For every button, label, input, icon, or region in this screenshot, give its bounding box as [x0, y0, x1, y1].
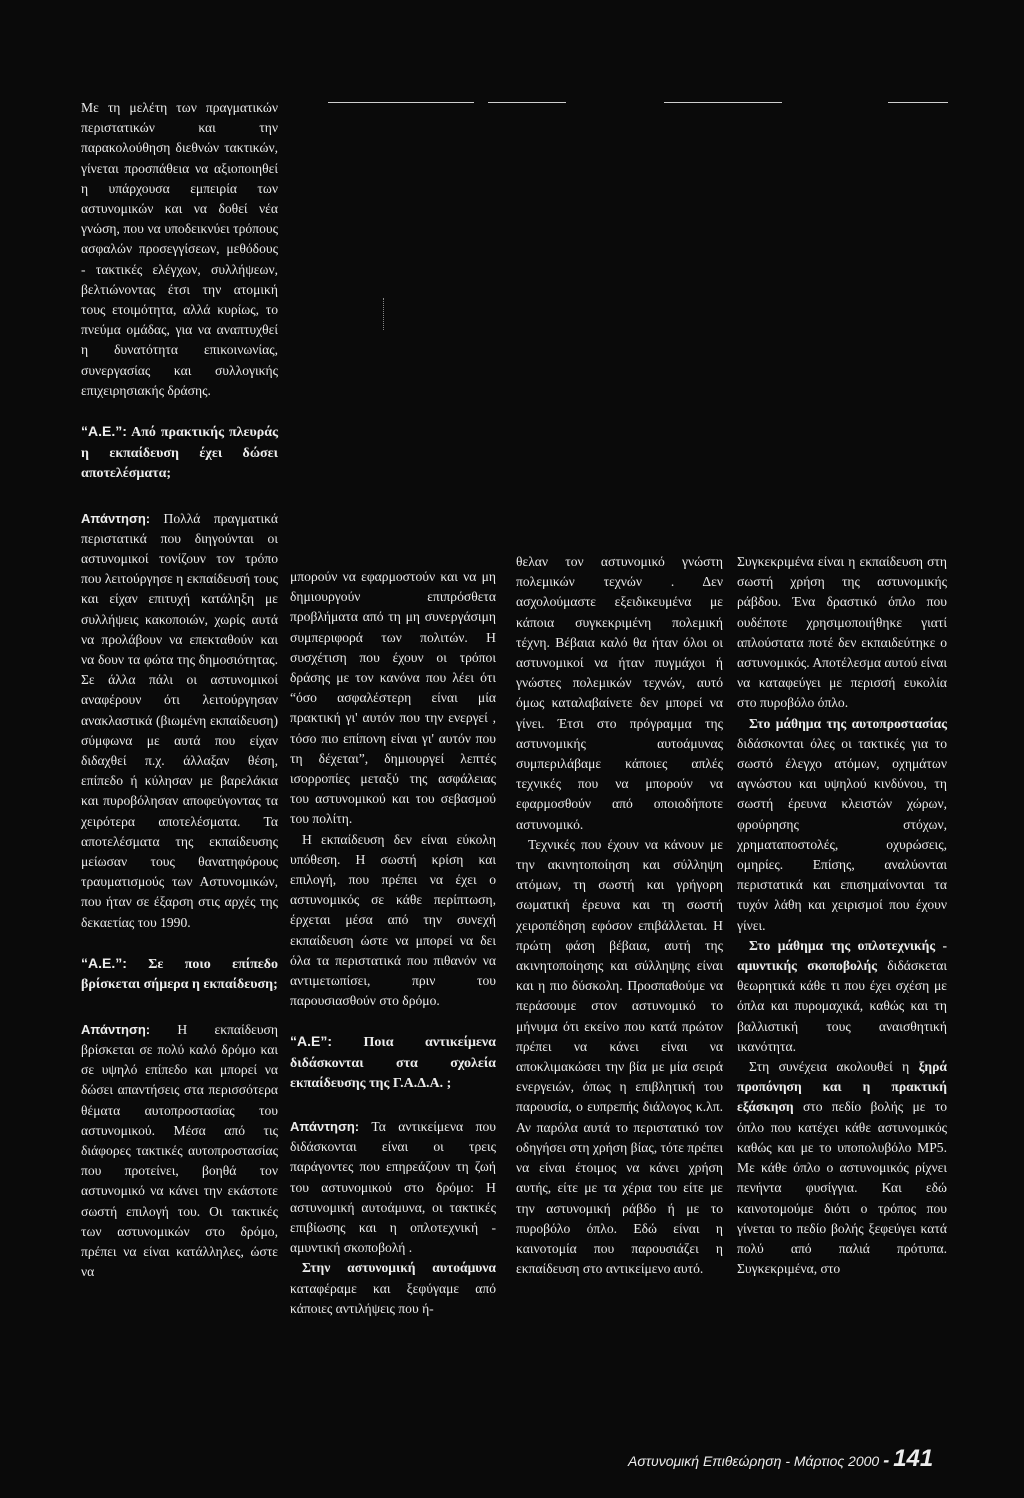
question-text: Από πρακτικής πλευράς η εκπαίδευση έχει δώσει αποτελέσματα;	[81, 425, 278, 482]
question-prefix: “Α.Ε.”:	[81, 954, 127, 971]
top-rule-3	[664, 102, 782, 103]
bold-lead: Στο μάθημα της οπλοτεχνικής - αμυντικής σκοποβολής	[737, 937, 947, 974]
answer-3	[290, 1117, 496, 1258]
question-text: Ποια αντικείμενα διδάσκονται στα σχολεία εκπαίδευσης της Γ.Α.Δ.Α. ;	[290, 1035, 496, 1092]
publication-name: Αστυνομική Επιθεώρηση - Μάρτιος 2000	[628, 1453, 880, 1469]
answer-text: Τα αντικείμενα που διδάσκονται είναι οι τρεις παράγοντες που επηρεάζουν τη ζωή του αστυνομικού στο δρόμο: Η αστυνομική αυτοάμυνα, οι τακτικές επιβίωσης και η οπλοτεχνική - αμυντική σκοποβολή .	[290, 1118, 496, 1256]
page-number: 141	[893, 1445, 934, 1472]
question-3	[290, 1031, 496, 1095]
answer-label: Απάντηση:	[290, 1118, 360, 1134]
column-4	[737, 552, 947, 1279]
paragraph: Στην αστυνομική αυτοάμυνα καταφέραμε και ξεφύγαμε από κάποιες αντιλήψεις που ή-	[290, 1260, 496, 1316]
column-2	[290, 567, 496, 1319]
paragraph: Στο μάθημα της οπλοτεχνικής - αμυντικής σκοποβολής διδάσκεται θεωρητικά κάθε τι που έχει σχέση με όπλα και πυρομαχικά, καθώς και τη βαλλιστική τους αναισθητική ικανότητα.	[737, 937, 947, 1054]
footer-separator: -	[883, 1450, 890, 1470]
paragraph: Τεχνικές που έχουν να κάνουν με την ακινητοποίηση και σύλληψη ατόμων, τη σωστή και γρήγορη σωματική έρευνα και τη σωστή χειροπέδηση εφόσον επιβάλλεται. Η πρώτη φάση βέβαια, αυτή της ακινητοποίησης και σύλληψης είναι και η πιο δύσκολη. Προσπαθούμε να περάσουμε στον αστυνομικό το μήνυμα ότι εκείνο που κατά πρώτον πρέπει να κάνει είναι να αποκλιμακώσει την βία με μία σειρά ενεργειών, όπως η επιβλητική του παρουσία, ο ευπρεπής διάλογος κ.λπ. Αν παρόλα αυτά το περιστατικό τον οδηγήσει στη χρήση βίας, τότε πρέπει να είναι έτοιμος να κάνει χρήση αυτής, είτε με τα χέρια του είτε με την αστυνομική ράβδο ή με το πυροβόλο όπλο. Εδώ είναι η καινοτομία που παρουσιάζει η εκπαίδευση στο αντικείμενο αυτό.	[516, 836, 723, 1277]
answer-label: Απάντηση:	[81, 510, 151, 526]
question-2	[81, 953, 278, 996]
question-1	[81, 421, 278, 485]
question-text: Σε ποιο επίπεδο βρίσκεται σήμερα η εκπαίδευση;	[81, 956, 279, 993]
bold-phrase: ξηρά προπόνηση και η πρακτική εξάσκηση	[737, 1059, 947, 1115]
paragraph: μπορούν να εφαρμοστούν και να μη δημιουργούν επιπρόσθετα προβλήματα από τη μη συνεργάσιμη συμπεριφορά των πολιτών. Η συσχέτιση που έχουν οι τρόποι δράσης με τον κανόνα που λέει ότι “όσο ασφαλέστερη είναι μία πρακτική γι' αυτόν που την ενεργεί , τόσο πιο επίπονη είναι γι' αυτόν που τη δέχεται”, δημιουργεί λεπτές ισορροπίες μεταξύ της ασφάλειας του αστυνομικού και του σεβασμού του πολίτη.	[290, 569, 496, 827]
paragraph: θελαν τον αστυνομικό γνώστη πολεμικών τεχνών . Δεν ασχολούμαστε εξειδικευμένα με κάποια συγκεκριμένη πολεμική τέχνη. Βέβαια καλό θα ήταν όλοι οι αστυνομικοί να ήταν πυγμάχοι ή γνώστες πολεμικών τεχνών, αυτό όμως καταλαβαίνετε δεν μπορεί να γίνει. Έτσι στο πρόγραμμα της αστυνομικής αυτοάμυνας συμπεριλάβαμε κάποιες απλές τεχνικές που να μπορούν να εφαρμοσθούν από οποιοδήποτε αστυνομικό.	[516, 554, 723, 832]
paragraph: Η εκπαίδευση δεν είναι εύκολη υπόθεση. Η σωστή κρίση και επιλογή, που πρέπει να έχει ο αστυνομικός σε κάθε περίπτωση, έρχεται μέσα από την συνεχή εκπαίδευση ώστε να μπορεί να δει όλα τα περιστατικά που πιθανόν να αντιμετωπίσει, πριν του παρουσιασθούν στο δρόμο.	[290, 831, 496, 1009]
answer-text: Η εκπαίδευση βρίσκεται σε πολύ καλό δρόμο και σε υψηλό επίπεδο και μπορεί να δώσει απαντήσεις στα περισσότερα θέματα αυτοπροστασίας του αστυνομικού. Μέσα από τις διάφορες τακτικές αυτοπροστασίας που προτείνει, βοηθά τον αστυνομικό να κάνει την εκάστοτε σωστή επιλογή του. Οι τακτικές των αστυνομικών στο δρόμο, πρέπει να είναι κατάλληλες, ώστε να	[81, 1021, 278, 1280]
page-footer	[628, 1445, 958, 1473]
answer-2	[81, 1020, 278, 1283]
bold-lead: Στην αστυνομική αυτοάμυνα	[302, 1260, 496, 1276]
top-rule-1	[328, 102, 474, 103]
question-prefix: “Α.Ε”:	[290, 1033, 332, 1050]
bold-lead: Στο μάθημα της αυτοπροστασίας	[749, 715, 947, 731]
paragraph: Στη συνέχεια ακολουθεί η ξηρά προπόνηση και η πρακτική εξάσκηση στο πεδίο βολής με το όπλο που κατέχει κάθε αστυνομικός καθώς και με το υποπολυβόλο MP5. Με κάθε όπλο ο αστυνομικός ρίχνει πενήντα φυσίγγια. Και εδώ καινοτομούμε διότι ο τρόπος που γίνεται το πεδίο βολής ξεφεύγει κατά πολύ από παλιά πρότυπα. Συγκεκριμένα, στο	[737, 1059, 947, 1277]
top-rule-4	[888, 102, 948, 103]
answer-1	[81, 509, 278, 933]
top-rule-2	[488, 102, 566, 103]
answer-text: Πολλά πραγματικά περιστατικά που διηγούνται οι αστυνομικοί τονίζουν τον τρόπο που λειτούργησε η εκπαίδευσή τους και είχαν επιτυχή κατάληξη με συλλήψεις κακοποιών, χωρίς αυτά να προλάβουν να επεκταθούν και να δουν τα φώτα της δημοσιότητας. Σε άλλα πάλι οι αστυνομικοί αναφέρουν ότι λειτούργησαν ανακλαστικά (βιωμένη εκπαίδευση) σύμφωνα με αυτά που είχαν διδαχθεί π.χ. άλλαξαν θέση, επίπεδο ή κύλησαν με βαρελάκια και πυροβόλησαν αποφεύγοντας τα χειρότερα αποτελέσματα. Τα αποτελέσματα της εκπαίδευσης μείωσαν τους θανατηφόρους τραυματισμούς των Αστυνομικών, που ήταν σε έξαρση στις αρχές της δεκαετίας του 1990.	[81, 510, 278, 930]
intro-paragraph: Με τη μελέτη των πραγματικών περιστατικών και την παρακολούθηση διεθνών τακτικών, γίνεται προσπάθεια να αξιοποιηθεί η υπάρχουσα εμπειρία των αστυνομικών και να δοθεί νέα γνώση, που να υποδεικνύει τρόπους ασφαλών προσεγγίσεων, μεθόδους - τακτικές ελέγχων, συλλήψεων, βελτιώνοντας έτσι την ατομική τους ετοιμότητα, αλλά κυρίως, το πνεύμα ομάδας, για να αναπτυχθεί η δυνατότητα επικοινωνίας, συνεργασίας και συλλογικής επιχειρησιακής δράσης.	[81, 100, 278, 398]
image-placeholder-dots	[383, 298, 386, 330]
column-3	[516, 552, 723, 1279]
column-1	[81, 98, 278, 1282]
answer-label: Απάντηση:	[81, 1021, 151, 1037]
paragraph: Συγκεκριμένα είναι η εκπαίδευση στη σωστή χρήση της αστυνομικής ράβδου. Ένα δραστικό όπλο που ουδέποτε χρησιμοποιήθηκε γιατί απλούστατα ποτέ δεν εκπαιδεύτηκε ο αστυνομικός. Αποτέλεσμα αυτού είναι να καταφεύγει με περισσή ευκολία στο πυροβόλο όπλο.	[737, 554, 947, 711]
question-prefix: “Α.Ε.”:	[81, 423, 127, 440]
paragraph: Στο μάθημα της αυτοπροστασίας διδάσκονται όλες οι τακτικές για το σωστό έλεγχο ατόμων, οχημάτων αγνώστου και υψηλού κινδύνου, τη σωστή έρευνα κλειστών χώρων, φρούρησης στόχων, χρηματαποστολές, οχυρώσεις, ομηρίες. Επίσης, αναλύονται περιστατικά και επισημαίνονται τα τυχόν λάθη και χειρισμοί που έχουν γίνει.	[737, 715, 947, 933]
